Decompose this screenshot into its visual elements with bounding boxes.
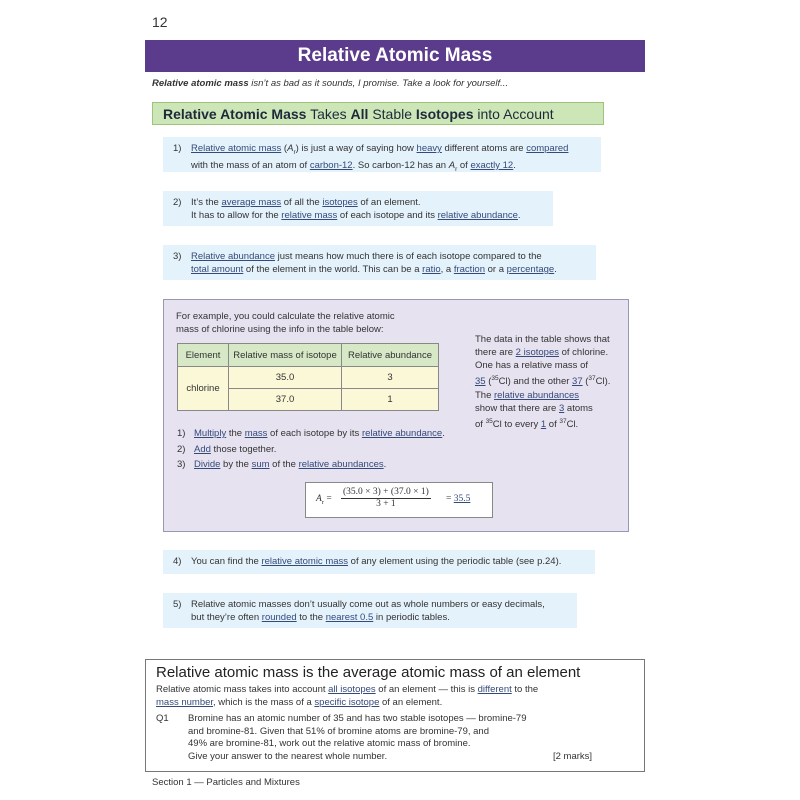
page-number: 12 bbox=[152, 14, 168, 30]
table-cell-element: chlorine bbox=[178, 367, 229, 411]
list-item: 3) Divide by the sum of the relative abundances. bbox=[177, 459, 387, 470]
table-header: Element bbox=[178, 344, 229, 367]
table-cell: 1 bbox=[342, 389, 439, 411]
page-title-banner: Relative Atomic Mass bbox=[145, 40, 645, 72]
question-number: Q1 bbox=[156, 713, 169, 724]
table-header: Relative abundance bbox=[342, 344, 439, 367]
table-cell: 3 bbox=[342, 367, 439, 389]
isotope-table bbox=[177, 343, 439, 411]
point-5: 5) Relative atomic masses don’t usually come out as whole numbers or easy decimals, but they’re often rounded to the nearest 0.5 in periodic tables. bbox=[163, 593, 577, 628]
point-1: 1) Relative atomic mass $(A_r)$ is just a way of saying how heavy different atoms are compared with the mass of an atom of carbon-12. So carbon-12 has an $A_r$ of exactly 12. bbox=[163, 137, 601, 172]
summary-title: Relative atomic mass is the average atomic mass of an element bbox=[156, 664, 581, 681]
formula-fraction: (35.0 × 3) + (37.0 × 1) 3 + 1 bbox=[343, 487, 429, 509]
example-side-note: The data in the table shows that there are 2 isotopes of chlorine. One has a relative mass of 35 ($^{35}$Cl) and the other 37 ($^{37}$Cl). The relative abundances show that there are 3 atoms of $^{35}$Cl to every 1 of $^{37}$Cl. bbox=[475, 334, 611, 431]
footer-section-label: Section 1 — Particles and Mixtures bbox=[152, 777, 300, 788]
point-4: 4) You can find the relative atomic mass of any element using the periodic table (see p.24). bbox=[163, 550, 595, 574]
method-steps bbox=[177, 426, 445, 473]
point-3: 3) Relative abundance just means how much there is of each isotope compared to the total amount of the element in the world. This can be a ratio, a fraction or a percentage. bbox=[163, 245, 596, 280]
question-marks: [2 marks] bbox=[553, 751, 593, 762]
table-header: Relative mass of isotope bbox=[229, 344, 342, 367]
list-item: 2) Add those together. bbox=[177, 443, 277, 455]
table-cell: 37.0 bbox=[229, 389, 342, 411]
table-cell: 35.0 bbox=[229, 367, 342, 389]
formula-box: $A_r$ = (35.0 × 3) + (37.0 × 1) 3 + 1 = 35.5 bbox=[305, 482, 493, 518]
summary-text: Relative atomic mass takes into account all isotopes of an element — this is different to the mass number, which is the mass of a specific isotope of an element. bbox=[156, 684, 539, 708]
list-item: 1) Multiply the mass of each isotope by its relative abundance. bbox=[177, 428, 445, 439]
intro-text: Relative atomic mass isn’t as bad as it sounds, I promise. Take a look for yourself... bbox=[152, 78, 509, 89]
section-subheading: Relative Atomic Mass Takes All Stable Isotopes into Account bbox=[152, 102, 604, 125]
point-2: 2) It’s the average mass of all the isotopes of an element. It has to allow for the relative mass of each isotope and its relative abundance. bbox=[163, 191, 553, 226]
question-text: Bromine has an atomic number of 35 and has two stable isotopes — bromine-79 and bromine-81. Given that 51% of bromine atoms are bromine-79, and 49% are bromine-81, work out the relative atomic mass of bromine. Give your answer to the nearest whole number. bbox=[188, 713, 527, 762]
example-intro: For example, you could calculate the relative atomic mass of chlorine using the info in the table below: bbox=[176, 311, 395, 335]
